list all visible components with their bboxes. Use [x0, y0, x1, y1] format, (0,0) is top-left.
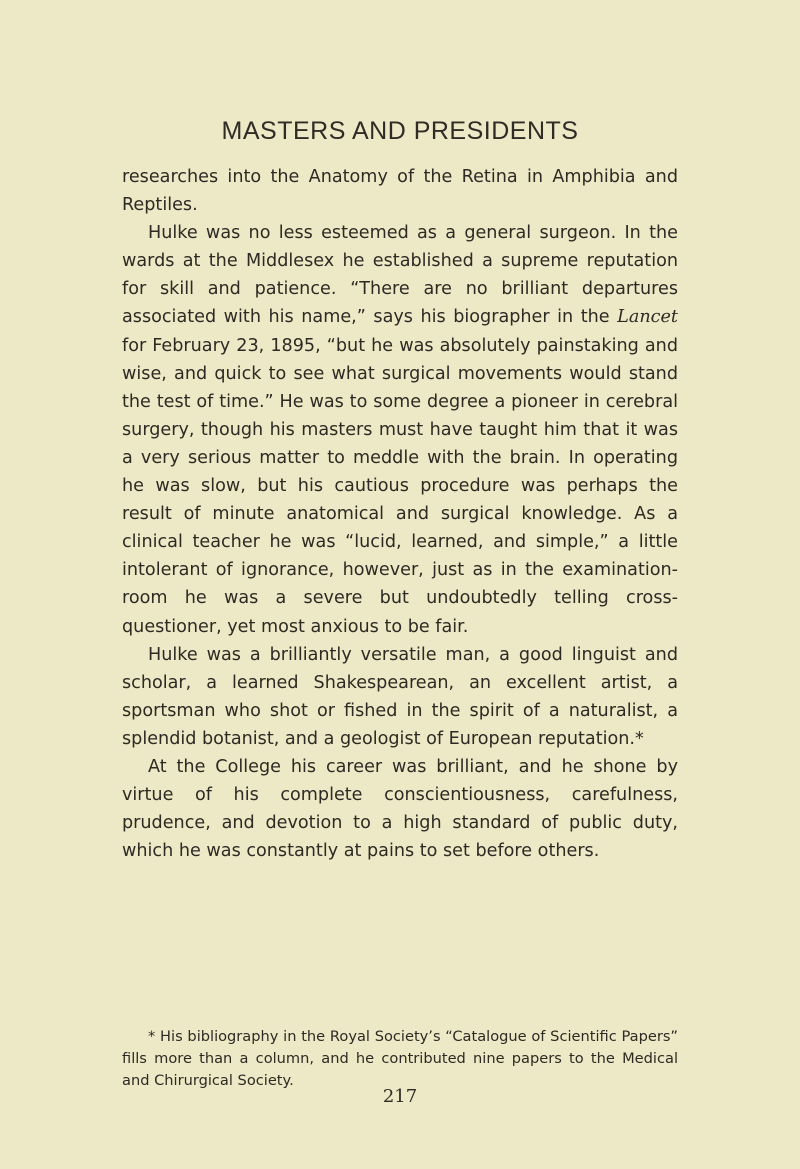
paragraph-college-career: At the College his career was brilliant, and he shone by virtue of his complete conscientiousness, carefulness, prudence, and devotion to a high standard of public duty, which he was constantly at pains to set before others. — [122, 756, 678, 862]
footnote-bibliography: * His bibliography in the Royal Society’s “Catalogue of Scientific Papers” fills more than a column, and he contributed nine papers to the Medical and Chirurgical Society. — [122, 1028, 678, 1089]
paragraph-surgeon-reputation — [122, 219, 678, 640]
paragraph-retina-research: researches into the Anatomy of the Retina in Amphibia and Reptiles. — [122, 167, 678, 216]
paragraph-surgeon-text-end: for February 23, 1895, “but he was absolutely painstaking and wise, and quick to see what surgical movements would stand the test of time.” He was to some degree a pioneer in cerebral surgery, though his masters must have taught him that it was a very serious matter to meddle with the brain. In operating he was slow, but his cautious procedure was perhaps the result of minute anatomical and surgical knowledge. As a clinical teacher he was “lucid, learned, and simple,” a little intolerant of ignorance, however, just as in the examination-room he was a severe but undoubtedly telling cross-questioner, yet most anxious to be fair. — [122, 335, 678, 637]
paragraph-versatile-man: Hulke was a brilliantly versatile man, a good linguist and scholar, a learned Shakespearean, an excellent artist, a sportsman who shot or fished in the spirit of a naturalist, a splendid botanist, and a geologist of European reputation.* — [122, 644, 678, 749]
running-head: MASTERS AND PRESIDENTS — [221, 117, 579, 145]
journal-title-lancet: Lancet — [617, 307, 678, 328]
page-number: 217 — [382, 1086, 418, 1107]
body-text — [122, 163, 678, 865]
paragraph-surgeon-text-start: Hulke was no less esteemed as a general surgeon. In the wards at the Middlesex he established a supreme reputation for skill and patience. “There are no brilliant departures associated with his name,” says his biographer in the — [122, 223, 678, 328]
